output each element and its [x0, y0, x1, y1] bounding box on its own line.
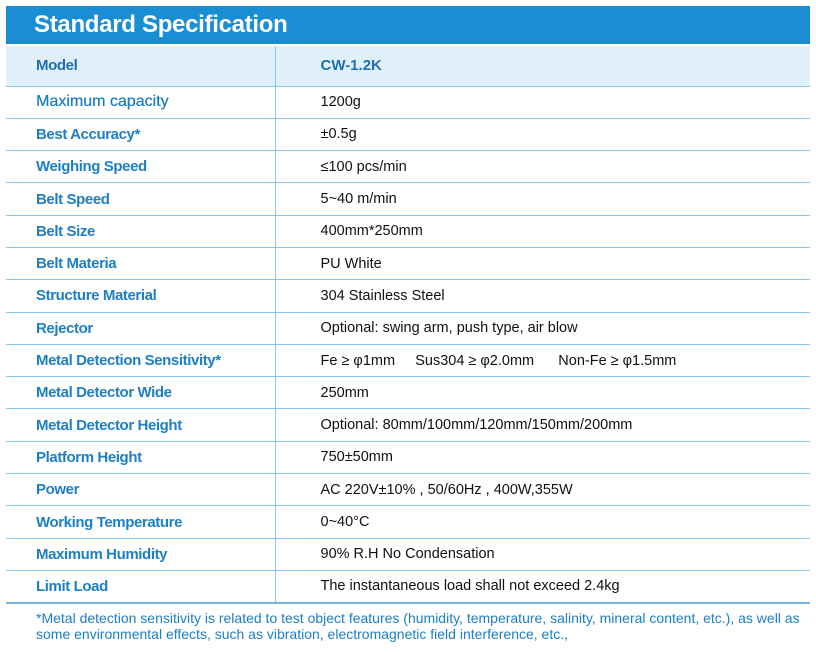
- table-row: [6, 312, 810, 344]
- row-value: 0~40°C: [275, 506, 810, 538]
- footnote: *Metal detection sensitivity is related to test object features (humidity, temperature, salinity, mineral content, etc.), as well as some environmental effects, such as vibration, electromagnetic field interference, etc.,: [36, 610, 800, 642]
- row-label: Best Accuracy*: [6, 118, 275, 150]
- row-value: ±0.5g: [275, 118, 810, 150]
- row-label: Working Temperature: [6, 506, 275, 538]
- row-value: 750±50mm: [275, 441, 810, 473]
- row-value: 250mm: [275, 377, 810, 409]
- row-label: Belt Size: [6, 215, 275, 247]
- table-row: [6, 441, 810, 473]
- header-value: CW-1.2K: [275, 46, 810, 86]
- table-row: [6, 215, 810, 247]
- row-label: Limit Load: [6, 570, 275, 602]
- row-label: Belt Speed: [6, 183, 275, 215]
- table-row: [6, 118, 810, 150]
- row-label: Maximum Humidity: [6, 538, 275, 570]
- row-label: Structure Material: [6, 280, 275, 312]
- table-row: [6, 409, 810, 441]
- table-row: [6, 151, 810, 183]
- row-label: Platform Height: [6, 441, 275, 473]
- row-label: Belt Materia: [6, 247, 275, 279]
- table-row: [6, 280, 810, 312]
- table-row: [6, 183, 810, 215]
- table-row: [6, 570, 810, 602]
- row-label: Metal Detector Wide: [6, 377, 275, 409]
- table-row: [6, 474, 810, 506]
- row-label: Metal Detection Sensitivity*: [6, 344, 275, 376]
- row-value: AC 220V±10% , 50/60Hz , 400W,355W: [275, 474, 810, 506]
- row-value: 400mm*250mm: [275, 215, 810, 247]
- row-value: 90% R.H No Condensation: [275, 538, 810, 570]
- row-label: Power: [6, 474, 275, 506]
- table-header-row: [6, 46, 810, 86]
- row-value: 304 Stainless Steel: [275, 280, 810, 312]
- row-label: Maximum capacity: [6, 86, 275, 118]
- row-value: ≤100 pcs/min: [275, 151, 810, 183]
- row-label: Weighing Speed: [6, 151, 275, 183]
- row-value: 1200g: [275, 86, 810, 118]
- spec-table: [6, 46, 810, 604]
- row-value: Fe ≥ φ1mm Sus304 ≥ φ2.0mm Non-Fe ≥ φ1.5mm: [275, 344, 810, 376]
- table-row: [6, 247, 810, 279]
- table-row: [6, 344, 810, 376]
- table-row: [6, 377, 810, 409]
- table-row: [6, 538, 810, 570]
- row-label: Rejector: [6, 312, 275, 344]
- table-row: [6, 86, 810, 118]
- row-value: PU White: [275, 247, 810, 279]
- table-row: [6, 506, 810, 538]
- row-value: 5~40 m/min: [275, 183, 810, 215]
- row-value: Optional: swing arm, push type, air blow: [275, 312, 810, 344]
- page-title: Standard Specification: [34, 11, 288, 38]
- title-bar: [6, 6, 810, 44]
- row-value: Optional: 80mm/100mm/120mm/150mm/200mm: [275, 409, 810, 441]
- header-label: Model: [6, 46, 275, 86]
- row-value: The instantaneous load shall not exceed 2.4kg: [275, 570, 810, 602]
- row-label: Metal Detector Height: [6, 409, 275, 441]
